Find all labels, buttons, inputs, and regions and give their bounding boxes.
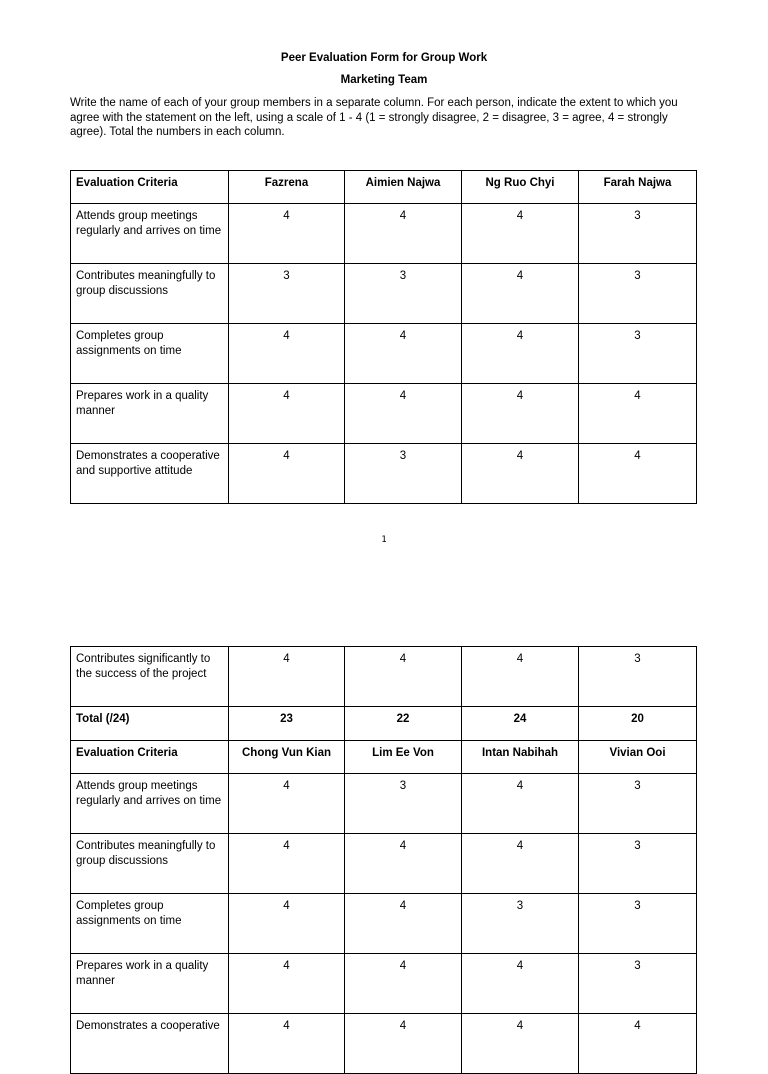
member-column-header: Vivian Ooi (579, 741, 697, 774)
table-row (71, 954, 697, 1014)
table-header-row (71, 171, 697, 204)
score-cell: 4 (462, 834, 579, 894)
table-row (71, 834, 697, 894)
score-cell: 4 (345, 954, 462, 1014)
member-column-header: Lim Ee Von (345, 741, 462, 774)
score-cell: 4 (345, 647, 462, 707)
score-cell: 4 (462, 444, 579, 504)
member-column-header: Ng Ruo Chyi (462, 171, 579, 204)
total-cell: 23 (229, 707, 345, 741)
table-row (71, 894, 697, 954)
score-cell: 4 (345, 1014, 462, 1074)
score-cell: 4 (229, 834, 345, 894)
criterion-cell: Contributes meaningfully to group discussions (71, 264, 229, 324)
table-row (71, 384, 697, 444)
criteria-column-header: Evaluation Criteria (71, 741, 229, 774)
score-cell: 4 (345, 204, 462, 264)
score-cell: 4 (462, 954, 579, 1014)
score-cell: 4 (229, 444, 345, 504)
total-cell: 24 (462, 707, 579, 741)
score-cell: 3 (345, 264, 462, 324)
score-cell: 3 (579, 894, 697, 954)
score-cell: 3 (579, 774, 697, 834)
score-cell: 4 (345, 384, 462, 444)
score-cell: 3 (345, 444, 462, 504)
score-cell: 3 (345, 774, 462, 834)
document-title: Peer Evaluation Form for Group Work (280, 52, 488, 64)
document-subtitle: Marketing Team (340, 74, 428, 86)
criterion-cell: Contributes meaningfully to group discussions (71, 834, 229, 894)
criteria-column-header: Evaluation Criteria (71, 171, 229, 204)
score-cell: 4 (579, 384, 697, 444)
score-cell: 4 (229, 1014, 345, 1074)
total-label: Total (/24) (71, 707, 229, 741)
score-cell: 4 (229, 324, 345, 384)
table-row (71, 774, 697, 834)
criterion-cell: Demonstrates a cooperative and supportive attitude (71, 444, 229, 504)
criterion-cell: Prepares work in a quality manner (71, 384, 229, 444)
table-row (71, 264, 697, 324)
criterion-cell: Contributes significantly to the success of the project (71, 647, 229, 707)
total-row (71, 707, 697, 741)
score-cell: 4 (229, 894, 345, 954)
score-cell: 4 (229, 384, 345, 444)
score-cell: 4 (462, 324, 579, 384)
total-cell: 20 (579, 707, 697, 741)
score-cell: 4 (462, 384, 579, 444)
score-cell: 4 (229, 647, 345, 707)
score-cell: 4 (345, 324, 462, 384)
page-number: 1 (381, 535, 387, 545)
score-cell: 4 (462, 774, 579, 834)
criterion-cell: Completes group assignments on time (71, 894, 229, 954)
score-cell: 4 (462, 647, 579, 707)
criterion-cell: Attends group meetings regularly and arrives on time (71, 774, 229, 834)
member-column-header: Chong Vun Kian (229, 741, 345, 774)
score-cell: 3 (579, 834, 697, 894)
score-cell: 4 (345, 834, 462, 894)
criterion-cell: Completes group assignments on time (71, 324, 229, 384)
total-cell: 22 (345, 707, 462, 741)
score-cell: 3 (579, 204, 697, 264)
criterion-cell: Attends group meetings regularly and arrives on time (71, 204, 229, 264)
score-cell: 3 (462, 894, 579, 954)
score-cell: 4 (229, 954, 345, 1014)
table-header-row (71, 741, 697, 774)
score-cell: 4 (462, 204, 579, 264)
score-cell: 4 (229, 204, 345, 264)
member-column-header: Aimien Najwa (345, 171, 462, 204)
instructions-paragraph: Write the name of each of your group members in a separate column. For each person, indicate the extent to which you agree with the statement on the left, using a scale of 1 - 4 (1 = strongly disagree, 2 = disagree, 3 = agree, 4 = strongly agree). Total the numbers in each column. (70, 97, 678, 139)
criterion-cell: Prepares work in a quality manner (71, 954, 229, 1014)
score-cell: 4 (579, 444, 697, 504)
score-cell: 4 (462, 1014, 579, 1074)
table-row (71, 324, 697, 384)
score-cell: 3 (229, 264, 345, 324)
table-row (71, 444, 697, 504)
score-cell: 4 (345, 894, 462, 954)
table-row (71, 204, 697, 264)
evaluation-table-page-2 (70, 646, 697, 1074)
member-column-header: Farah Najwa (579, 171, 697, 204)
score-cell: 3 (579, 647, 697, 707)
table-row (71, 647, 697, 707)
score-cell: 3 (579, 324, 697, 384)
score-cell: 3 (579, 954, 697, 1014)
score-cell: 3 (579, 264, 697, 324)
score-cell: 4 (579, 1014, 697, 1074)
criterion-cell: Demonstrates a cooperative (71, 1014, 229, 1074)
score-cell: 4 (462, 264, 579, 324)
member-column-header: Fazrena (229, 171, 345, 204)
score-cell: 4 (229, 774, 345, 834)
table-row (71, 1014, 697, 1074)
member-column-header: Intan Nabihah (462, 741, 579, 774)
evaluation-table-page-1 (70, 170, 697, 504)
